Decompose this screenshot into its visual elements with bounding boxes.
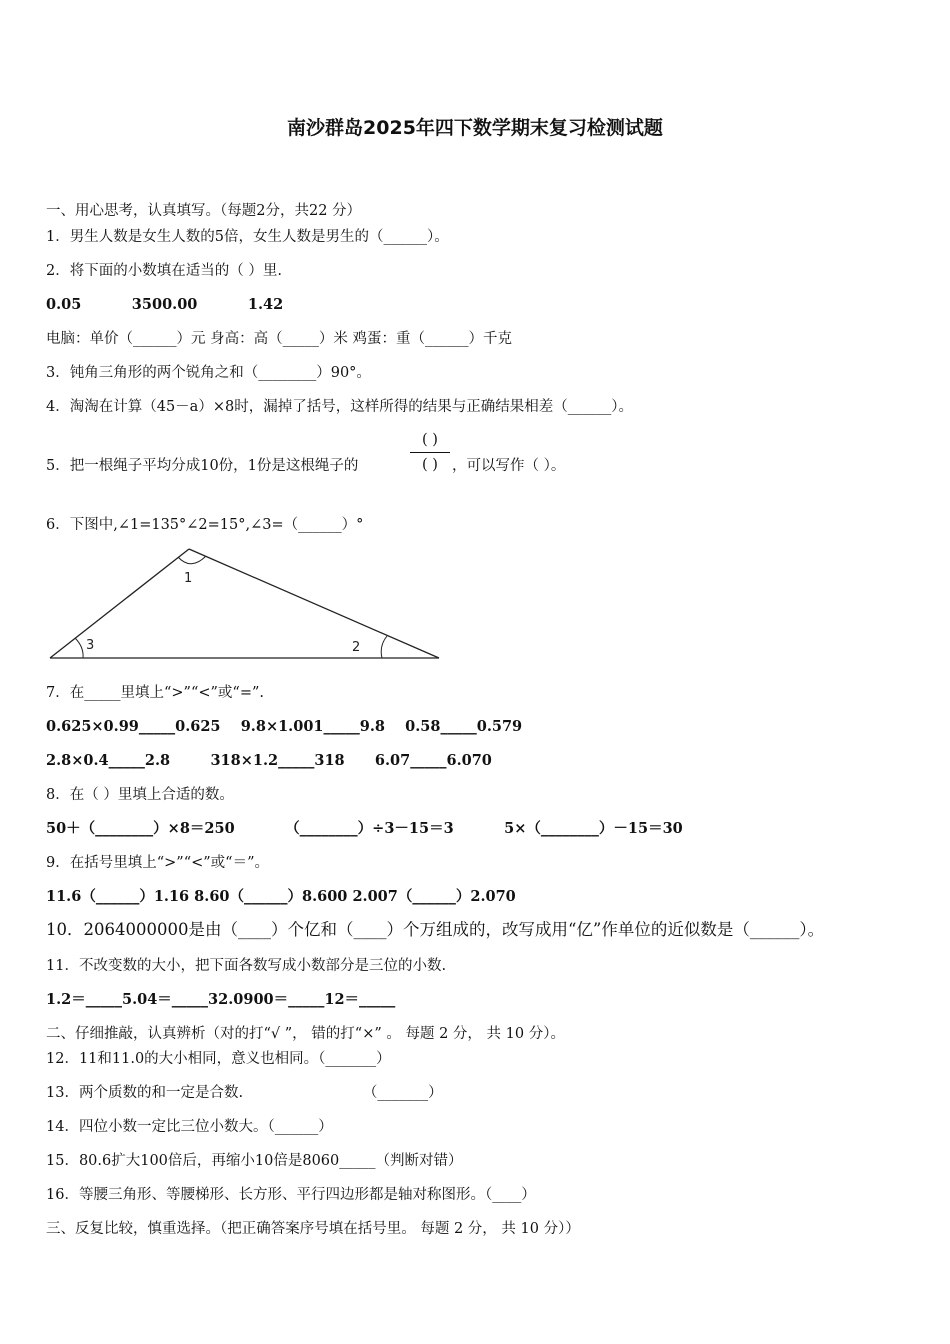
question-2-values: 0.05 3500.00 1.42 bbox=[46, 296, 284, 313]
question-16: 16．等腰三角形、等腰梯形、长方形、平行四边形都是轴对称图形。（____） bbox=[46, 1187, 536, 1203]
fraction-numerator: ( ) bbox=[422, 432, 438, 448]
question-8: 8．在（ ）里填上合适的数。 bbox=[46, 787, 234, 803]
question-5-fraction bbox=[410, 430, 450, 475]
question-1: 1．男生人数是女生人数的5倍，女生人数是男生的（______）。 bbox=[46, 229, 449, 245]
question-6: 6．下图中,∠1=135°∠2=15°,∠3=（______）° bbox=[46, 517, 364, 533]
fraction-bar bbox=[410, 452, 450, 453]
page-title: 南沙群岛2025年四下数学期末复习检测试题 bbox=[287, 117, 663, 139]
angle-3-label: 3 bbox=[86, 638, 95, 653]
triangle-figure bbox=[46, 545, 446, 665]
question-3: 3．钝角三角形的两个锐角之和（________）90°。 bbox=[46, 365, 371, 381]
angle-2-label: 2 bbox=[352, 640, 361, 655]
question-13: 13．两个质数的和一定是合数. （_______） bbox=[46, 1085, 443, 1101]
section-1-heading: 一、用心思考，认真填写。（每题2分，共22 分） bbox=[46, 203, 362, 219]
question-7-line-1: 0.625×0.99_____0.625 9.8×1.001_____9.8 0.58_____0.579 bbox=[46, 718, 523, 735]
question-12: 12．11和11.0的大小相同，意义也相同。（_______） bbox=[46, 1051, 391, 1067]
fraction-denominator: ( ) bbox=[422, 457, 438, 473]
question-14: 14．四位小数一定比三位小数大。（______） bbox=[46, 1119, 333, 1135]
question-9: 9．在括号里填上“>”“<”或“＝”。 bbox=[46, 855, 270, 871]
section-3-heading: 三、反复比较，慎重选择。（把正确答案序号填在括号里。 每题 2 分， 共 10 分）） bbox=[46, 1221, 580, 1237]
question-11: 11．不改变数的大小，把下面各数写成小数部分是三位的小数. bbox=[46, 958, 447, 974]
question-10: 10．2064000000是由（____）个亿和（____）个万组成的，改写成用“亿”作单位的近似数是（______）。 bbox=[46, 920, 825, 939]
question-15: 15．80.6扩大100倍后，再缩小10倍是8060_____（判断对错） bbox=[46, 1153, 463, 1169]
question-9-line: 11.6（______）1.16 8.60（______）8.600 2.007（______）2.070 bbox=[46, 888, 516, 905]
question-5-suffix: ，可以写作（ ）。 bbox=[452, 458, 566, 474]
question-5-prefix: 5．把一根绳子平均分成10份，1份是这根绳子的 bbox=[46, 458, 359, 474]
question-2: 2．将下面的小数填在适当的（ ）里. bbox=[46, 263, 282, 279]
question-7: 7．在_____里填上“>”“<”或“=”. bbox=[46, 685, 265, 701]
question-7-line-2: 2.8×0.4_____2.8 318×1.2_____318 6.07_____6.070 bbox=[46, 752, 492, 769]
angle-1-label: 1 bbox=[184, 571, 193, 586]
section-2-heading: 二、仔细推敲，认真辨析（对的打“√ ”， 错的打“×” 。 每题 2 分， 共 10 分）。 bbox=[46, 1026, 565, 1042]
question-11-line: 1.2＝_____5.04＝_____32.0900＝_____12＝_____ bbox=[46, 991, 396, 1008]
question-4: 4．淘淘在计算（45－a）×8时，漏掉了括号，这样所得的结果与正确结果相差（______）。 bbox=[46, 399, 633, 415]
question-2-blanks: 电脑：单价（______）元 身高：高（_____）米 鸡蛋：重（______）千克 bbox=[46, 331, 512, 347]
question-8-line: 50＋（________）×8＝250 （________）÷3－15＝3 5×（________）－15＝30 bbox=[46, 820, 683, 837]
